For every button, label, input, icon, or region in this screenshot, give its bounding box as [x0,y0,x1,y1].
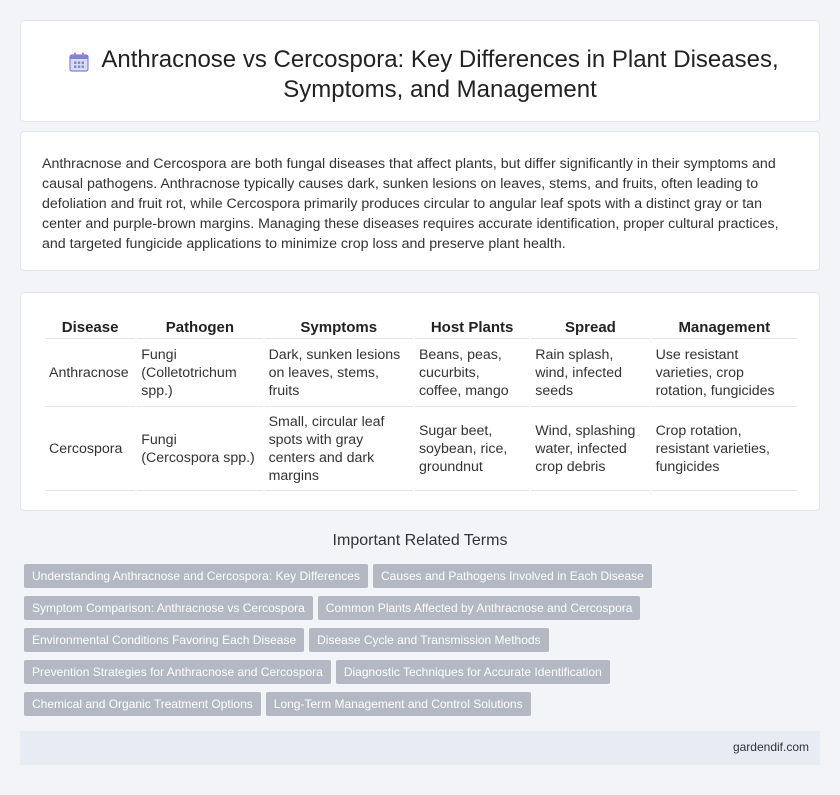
related-tag[interactable]: Symptom Comparison: Anthracnose vs Cercospora [24,596,313,620]
header-card [20,20,820,122]
table-cell: Wind, splashing water, infected crop debris [531,407,649,491]
column-header: Management [652,316,797,339]
table-cell: Fungi (Cercospora spp.) [137,407,262,491]
related-tag[interactable]: Disease Cycle and Transmission Methods [309,628,548,652]
table-cell: Fungi (Colletotrichum spp.) [137,339,262,407]
related-tag[interactable]: Understanding Anthracnose and Cercospora: Key Differences [24,564,368,588]
column-header: Spread [531,316,649,339]
footer [20,731,820,765]
related-tag[interactable]: Long-Term Management and Control Solutions [266,692,531,716]
column-header: Disease [45,316,135,339]
related-tag[interactable]: Diagnostic Techniques for Accurate Identification [336,660,610,684]
table-row [45,407,797,491]
related-terms-title: Important Related Terms [332,532,508,549]
intro-paragraph: Anthracnose and Cercospora are both fungal diseases that affect plants, but differ significantly in their symptoms and causal pathogens. Anthracnose typically causes dark, sunken lesions on leaves, stems, and fruits, often leading to defoliation and fruit rot, while Cercospora primarily produces circular to angular leaf spots with a distinct gray or tan center and purple-brown margins. Managing these diseases requires accurate identification, proper cultural practices, and targeted fungicide applications to minimize crop loss and preserve plant health. [42,156,779,252]
table-cell: Rain splash, wind, infected seeds [531,339,649,407]
related-tag[interactable]: Chemical and Organic Treatment Options [24,692,261,716]
table-cell: Small, circular leaf spots with gray centers and dark margins [265,407,413,491]
related-terms-section [20,532,820,724]
related-tag[interactable]: Prevention Strategies for Anthracnose and Cercospora [24,660,331,684]
table-cell: Dark, sunken lesions on leaves, stems, fruits [265,339,413,407]
table-cell: Beans, peas, cucurbits, coffee, mango [415,339,529,407]
related-tag[interactable]: Common Plants Affected by Anthracnose and Cercospora [318,596,641,620]
table-cell: Anthracnose [45,339,135,407]
table-row [45,339,797,407]
related-tag[interactable]: Environmental Conditions Favoring Each Disease [24,628,304,652]
table-cell: Crop rotation, resistant varieties, fungicides [652,407,797,491]
column-header: Symptoms [265,316,413,339]
comparison-table-card [20,292,820,511]
table-cell: Cercospora [45,407,135,491]
table-header-row [45,316,797,339]
footer-site-link[interactable]: gardendif.com [732,740,809,754]
related-tag[interactable]: Causes and Pathogens Involved in Each Disease [373,564,652,588]
table-cell: Sugar beet, soybean, rice, groundnut [415,407,529,491]
page-title: Anthracnose vs Cercospora: Key Differences in Plant Diseases, Symptoms, and Management [101,46,779,103]
table-cell: Use resistant varieties, crop rotation, fungicides [652,339,797,407]
related-tags [20,564,820,724]
column-header: Pathogen [137,316,262,339]
comparison-table [43,316,799,491]
column-header: Host Plants [415,316,529,339]
intro-card [20,131,820,271]
